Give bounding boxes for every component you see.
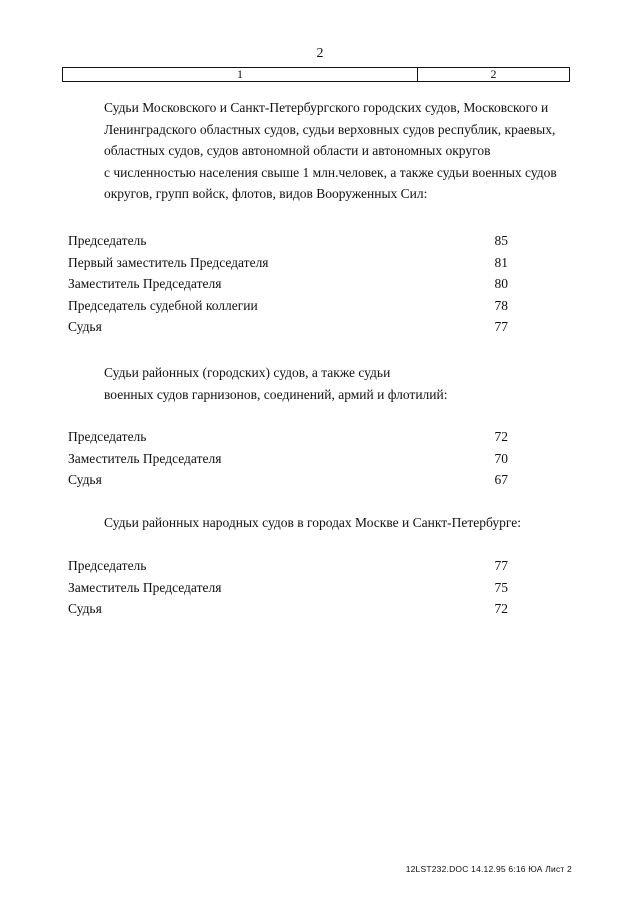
table-row	[68, 295, 508, 317]
table-row	[68, 316, 508, 338]
table-row	[68, 577, 508, 599]
section-3-heading	[104, 512, 521, 534]
row-label: Заместитель Председателя	[68, 276, 222, 291]
document-footer: 12LST232.DOC 14.12.95 6:16 ЮА Лист 2	[405, 864, 572, 874]
row-value: 67	[494, 472, 508, 487]
row-value: 81	[494, 254, 508, 270]
table-row	[68, 273, 508, 295]
table-row	[68, 598, 508, 620]
table-row	[68, 555, 508, 577]
section-1-heading	[104, 97, 557, 205]
section-2-table	[68, 426, 508, 491]
column-header-row	[62, 67, 570, 82]
table-row	[68, 469, 508, 491]
row-label: Председатель	[68, 429, 147, 444]
section-2-heading-line: Судьи районных (городских) судов, а также судьи	[104, 365, 391, 380]
row-label: Судья	[68, 601, 102, 616]
row-value: 77	[494, 558, 508, 573]
row-value: 80	[494, 276, 508, 291]
row-label: Судья	[68, 319, 102, 334]
row-value: 77	[494, 319, 508, 334]
table-row	[68, 230, 508, 252]
column-header-2: 2	[490, 67, 497, 81]
page-number: 2	[316, 46, 324, 61]
row-label: Председатель	[68, 558, 147, 573]
section-1-heading-line: с численностью населения свыше 1 млн.человек, а также судьи военных судов	[104, 164, 557, 180]
row-label: Председатель судебной коллегии	[68, 297, 258, 313]
row-label: Судья	[68, 472, 102, 487]
section-1-heading-line: округов, групп войск, флотов, видов Вооруженных Сил:	[104, 186, 428, 201]
column-header-1: 1	[63, 68, 418, 81]
row-value: 72	[494, 601, 508, 616]
table-row	[68, 252, 508, 274]
row-label: Заместитель Председателя	[68, 450, 222, 466]
row-value: 72	[494, 429, 508, 444]
row-label: Заместитель Председателя	[68, 579, 222, 595]
section-1-heading-line: Судьи Московского и Санкт-Петербургского городских судов, Московского и	[104, 100, 549, 115]
section-1-heading-line: областных судов, судов автономной области и автономных округов	[104, 143, 491, 158]
section-2-heading-line: военных судов гарнизонов, соединений, армий и флотилий:	[104, 386, 448, 402]
section-1-table	[68, 230, 508, 338]
section-3-heading-line: Судьи районных народных судов в городах Москве и Санкт-Петербурге:	[104, 515, 521, 530]
section-2-heading	[104, 362, 448, 405]
section-1-heading-line: Ленинградского областных судов, судьи верховных судов республик, краевых,	[104, 121, 556, 137]
table-row	[68, 426, 508, 448]
row-value: 70	[494, 450, 508, 466]
row-label: Председатель	[68, 233, 147, 248]
row-value: 75	[494, 579, 508, 595]
row-value: 85	[494, 233, 508, 248]
row-label: Первый заместитель Председателя	[68, 254, 269, 270]
section-3-table	[68, 555, 508, 620]
table-row	[68, 448, 508, 470]
row-value: 78	[494, 297, 508, 313]
